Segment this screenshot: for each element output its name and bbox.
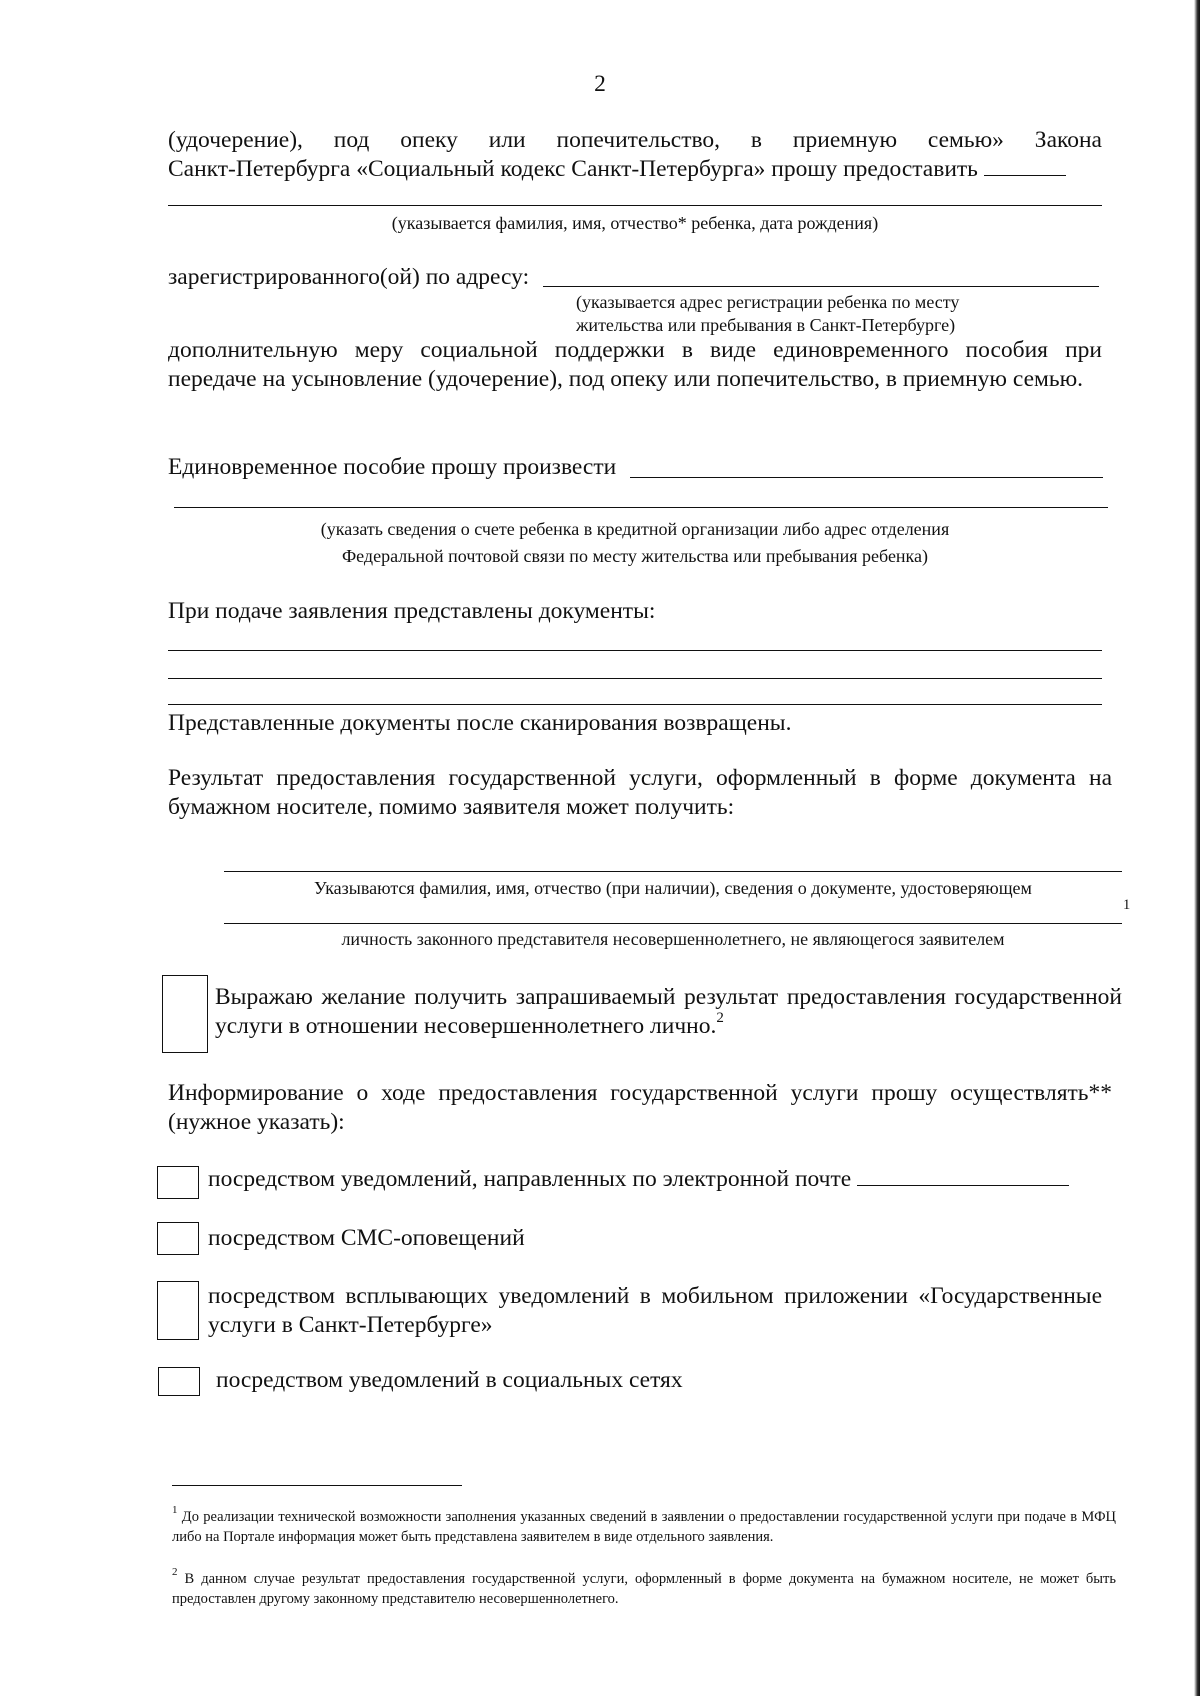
documents-line-3[interactable] [168,704,1102,705]
footnote-ref-1: 1 [1123,897,1131,913]
informing-paragraph: Информирование о ходе предоставления государственной услуги прошу осуществлять** (нужное указать): [168,1080,1112,1135]
documents-label: При подаче заявления представлены документы: [168,598,656,624]
result-paragraph: Результат предоставления государственной услуги, оформленный в форме документа на бумажном носителе, помимо заявителя может получить: [168,765,1112,820]
intro-line-1: (удочерение), под опеку или попечительство, в приемную семью» Закона [168,127,1102,153]
hint-account-line-1: (указать сведения о счете ребенка в кредитной организации либо адрес отделения [320,519,950,539]
sms-option-checkbox[interactable] [157,1222,199,1255]
registered-label: зарегистрированного(ой) по адресу: [168,264,530,290]
hint-address-line-1: (указывается адрес регистрации ребенка по месту [576,292,960,312]
representative-line-1[interactable] [224,871,1122,872]
hint-account-line-2: Федеральной почтовой связи по месту жительства или пребывания ребенка) [341,546,929,566]
app-option-label: посредством всплывающих уведомлений в мобильном приложении «Государственные услуги в Санкт-Петербурге» [208,1283,1102,1338]
email-option-checkbox[interactable] [157,1166,199,1199]
hint-representative-line-1: Указываются фамилия, имя, отчество (при наличии), сведения о документе, удостоверяющем [314,878,1032,898]
app-option-checkbox[interactable] [157,1281,199,1340]
email-input[interactable] [857,1165,1069,1186]
payment-label: Единовременное пособие прошу произвести [168,454,617,480]
hint-address-line-2: жительства или пребывания в Санкт-Петербурге) [576,315,956,335]
hint-representative-line-2: личность законного представителя несовершеннолетнего, не являющегося заявителем [341,929,1005,949]
footnote-2 [172,1566,1117,1609]
intro-line-2 [168,155,1102,184]
footnote-separator [172,1485,462,1486]
documents-line-2[interactable] [168,678,1102,679]
intro-line-2-text: Санкт-Петербурга «Социальный кодекс Санкт-Петербурга» прошу предоставить [168,156,978,182]
documents-line-1[interactable] [168,650,1102,651]
payment-line[interactable] [630,477,1103,478]
personal-wish-label: Выражаю желание получить запрашиваемый результат предоставления государственной услуги в отношении несовершеннолетнего лично. [215,984,1122,1039]
footnote-1-text: До реализации технической возможности заполнения указанных сведений в заявлении о предоставлении государственной услуги при подаче в МФЦ либо на Портале информация может быть представлена заявителем в виде отдельного заявления. [172,1509,1117,1545]
page-number: 2 [594,71,606,97]
scan-edge-shadow [1194,0,1200,1696]
footnote-1-mark: 1 [172,1504,178,1517]
social-option-checkbox[interactable] [158,1367,200,1396]
payment-line-2[interactable] [174,507,1108,508]
personal-wish-text [215,983,1122,1041]
footnote-1 [172,1504,1117,1547]
representative-line-2[interactable] [224,923,1122,924]
email-option [208,1165,1108,1194]
sms-option-label: посредством СМС-оповещений [208,1225,525,1251]
hint-child-name: (указывается фамилия, имя, отчество* ребенка, дата рождения) [391,213,879,233]
social-option-label: посредством уведомлений в социальных сетях [216,1367,683,1393]
support-paragraph: дополнительную меру социальной поддержки в виде единовременного пособия при передаче на усыновление (удочерение), под опеку или попечительство, в приемную семью. [168,337,1102,392]
footnote-2-text: В данном случае результат предоставления государственной услуги, оформленный в форме документа на бумажном носителе, не может быть предоставлен другому законному представителю несовершеннолетнего. [172,1571,1117,1607]
intro-blank[interactable] [984,155,1066,176]
personal-receipt-checkbox[interactable] [162,975,208,1053]
email-option-label: посредством уведомлений, направленных по электронной почте [208,1166,852,1192]
footnote-2-mark: 2 [172,1566,178,1579]
footnote-ref-2: 2 [716,1010,724,1027]
address-line[interactable] [543,286,1099,287]
child-name-line[interactable] [168,205,1102,206]
documents-returned: Представленные документы после сканирования возвращены. [168,710,792,736]
